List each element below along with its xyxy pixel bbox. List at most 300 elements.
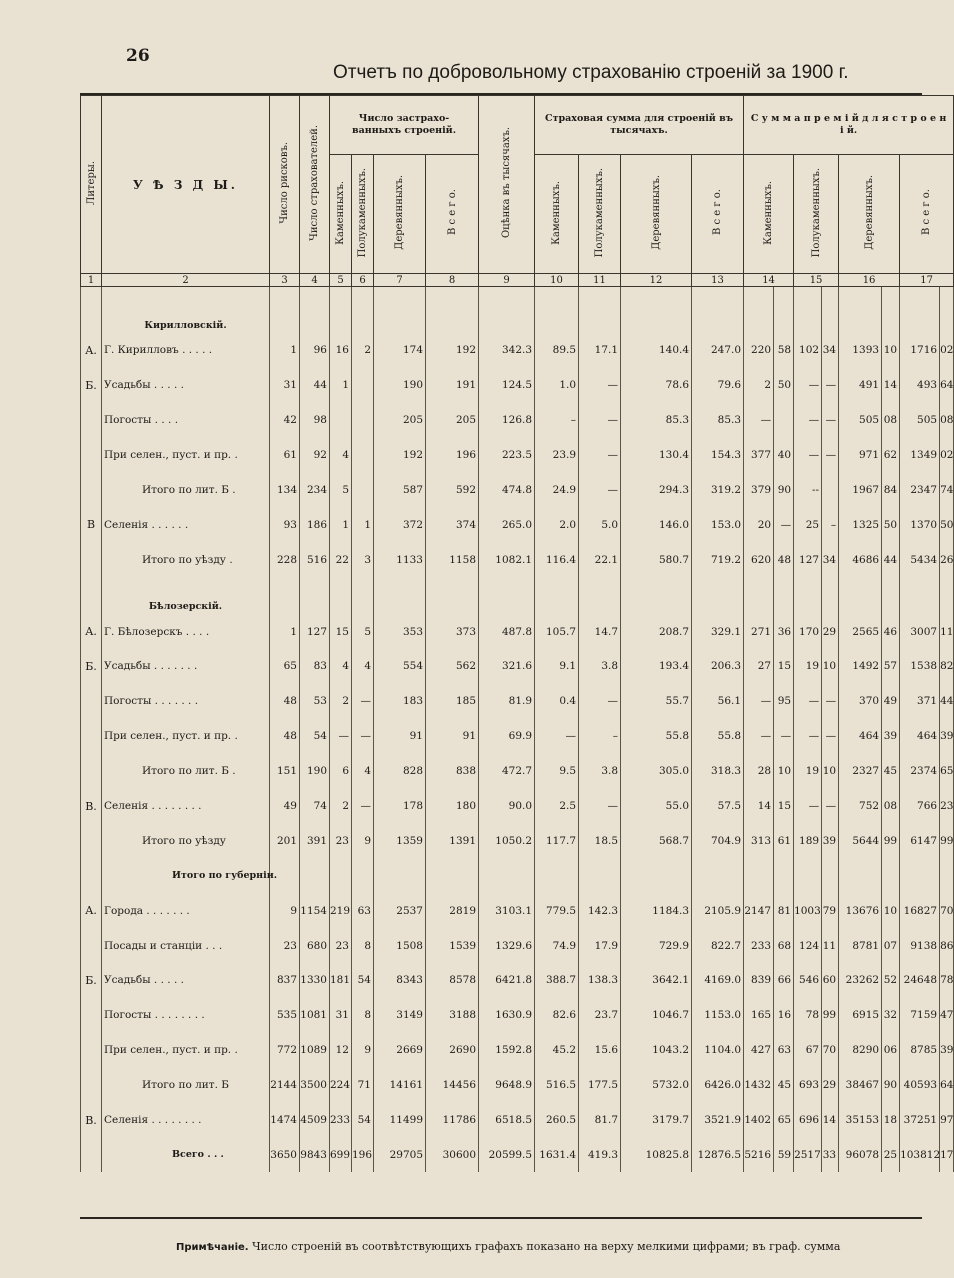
row-litera	[81, 1033, 102, 1068]
cell-value: 23	[940, 789, 954, 824]
cell-value: 178	[374, 789, 426, 824]
col-head-kamennykh: Каменныхъ.	[330, 155, 352, 274]
cell-value: 102	[794, 333, 822, 368]
cell-value: 28	[744, 754, 774, 789]
cell-value: 19	[794, 649, 822, 684]
footnote	[176, 1240, 840, 1253]
cell-value: 14161	[374, 1068, 426, 1103]
cell-value: 02	[940, 438, 954, 473]
cell-value: 2327	[839, 754, 882, 789]
row-litera	[81, 287, 102, 334]
cell-value: 580.7	[621, 542, 692, 577]
cell-value: 138.3	[579, 963, 621, 998]
cell-value: 186	[300, 507, 330, 542]
cell-value: 96	[300, 333, 330, 368]
cell-value	[692, 577, 744, 614]
cell-value: 74	[300, 789, 330, 824]
cell-value: 61	[270, 438, 300, 473]
cell-value: –	[822, 507, 839, 542]
cell-value: 1.0	[535, 368, 579, 403]
cell-value: 208.7	[621, 614, 692, 649]
col-head-strakhovatelei: Число страхователей.	[300, 96, 330, 274]
cell-value: 6915	[839, 998, 882, 1033]
cell-value: 16	[330, 333, 352, 368]
col-head-uezdy: У Ѣ З Д Ы.	[102, 96, 270, 274]
cell-value: 3179.7	[621, 1103, 692, 1138]
cell-value	[839, 577, 882, 614]
cell-value	[535, 287, 579, 334]
cell-value: 183	[374, 684, 426, 719]
cell-value: 568.7	[621, 823, 692, 858]
cell-value: 1432	[744, 1068, 774, 1103]
report-table-frame	[80, 93, 954, 1219]
cell-value: 13676	[839, 893, 882, 928]
cell-value: 32	[882, 998, 900, 1033]
cell-value: 1630.9	[479, 998, 535, 1033]
col-number: 9	[479, 274, 535, 287]
cell-value: 505	[900, 403, 940, 438]
cell-value	[300, 858, 330, 893]
report-table	[80, 95, 954, 1172]
cell-value: 3.8	[579, 754, 621, 789]
cell-value	[535, 577, 579, 614]
cell-value: 1508	[374, 928, 426, 963]
cell-value: 838	[426, 754, 479, 789]
cell-value: 6421.8	[479, 963, 535, 998]
page-number: 26	[126, 46, 150, 66]
cell-value: 1081	[300, 998, 330, 1033]
cell-value: 154.3	[692, 438, 744, 473]
cell-value: 25	[794, 507, 822, 542]
cell-value: 1158	[426, 542, 479, 577]
cell-value: 85.3	[621, 403, 692, 438]
cell-value: 313	[744, 823, 774, 858]
cell-value: 50	[940, 507, 954, 542]
row-label: Погосты . . . . . . . .	[102, 998, 270, 1033]
cell-value: 45	[882, 754, 900, 789]
cell-value: 696	[794, 1103, 822, 1138]
cell-value: 1104.0	[692, 1033, 744, 1068]
cell-value: 8785	[900, 1033, 940, 1068]
cell-value	[794, 577, 822, 614]
cell-value: 78	[794, 998, 822, 1033]
cell-value: 247.0	[692, 333, 744, 368]
cell-value: 1391	[426, 823, 479, 858]
cell-value: 31	[270, 368, 300, 403]
cell-value	[692, 858, 744, 893]
cell-value: 10825.8	[621, 1137, 692, 1172]
cell-value: 193.4	[621, 649, 692, 684]
cell-value	[352, 858, 374, 893]
cell-value: 828	[374, 754, 426, 789]
table-body	[81, 287, 954, 1173]
cell-value: 2690	[426, 1033, 479, 1068]
cell-value: 58	[774, 333, 794, 368]
cell-value: 103812	[900, 1137, 940, 1172]
cell-value	[330, 403, 352, 438]
cell-value	[426, 577, 479, 614]
cell-value: –	[535, 403, 579, 438]
cell-value: 3500	[300, 1068, 330, 1103]
cell-value: 2105.9	[692, 893, 744, 928]
cell-value: 15.6	[579, 1033, 621, 1068]
row-label: Г. Бѣлозерскъ . . . .	[102, 614, 270, 649]
row-litera: А.	[81, 893, 102, 928]
cell-value: 319.2	[692, 473, 744, 508]
cell-value: 305.0	[621, 754, 692, 789]
cell-value: 1370	[900, 507, 940, 542]
cell-value	[352, 438, 374, 473]
cell-value	[744, 287, 774, 334]
cell-value: 1	[330, 368, 352, 403]
cell-value: 234	[300, 473, 330, 508]
cell-value	[621, 858, 692, 893]
cell-value: —	[822, 368, 839, 403]
cell-value: 79	[822, 893, 839, 928]
cell-value: 370	[839, 684, 882, 719]
cell-value	[374, 577, 426, 614]
cell-value: —	[822, 684, 839, 719]
cell-value: 191	[426, 368, 479, 403]
cell-value: 839	[744, 963, 774, 998]
cell-value: 190	[300, 754, 330, 789]
cell-value: 82	[940, 649, 954, 684]
row-litera	[81, 1137, 102, 1172]
cell-value: 37251	[900, 1103, 940, 1138]
cell-value: 48	[270, 684, 300, 719]
cell-value: 1592.8	[479, 1033, 535, 1068]
row-litera	[81, 684, 102, 719]
cell-value: 55.8	[692, 719, 744, 754]
cell-value: 321.6	[479, 649, 535, 684]
cell-value: 55.7	[621, 684, 692, 719]
cell-value: 17.9	[579, 928, 621, 963]
cell-value: 2819	[426, 893, 479, 928]
cell-value: 174	[374, 333, 426, 368]
cell-value: 15	[330, 614, 352, 649]
cell-value: 44	[882, 542, 900, 577]
cell-value: 554	[374, 649, 426, 684]
table-row	[81, 438, 954, 473]
cell-value: —	[794, 719, 822, 754]
cell-value: —	[579, 473, 621, 508]
row-label: Всего . . .	[102, 1137, 270, 1172]
cell-value: 587	[374, 473, 426, 508]
cell-value: 70	[940, 893, 954, 928]
cell-value: 9.5	[535, 754, 579, 789]
cell-value: 08	[882, 403, 900, 438]
cell-value: 25	[882, 1137, 900, 1172]
cell-value: 1133	[374, 542, 426, 577]
cell-value: 39	[940, 1033, 954, 1068]
cell-value: 6147	[900, 823, 940, 858]
cell-value: 39	[822, 823, 839, 858]
cell-value: 729.9	[621, 928, 692, 963]
cell-value: 177.5	[579, 1068, 621, 1103]
cell-value: 1492	[839, 649, 882, 684]
cell-value: 2	[744, 368, 774, 403]
cell-value: —	[822, 789, 839, 824]
cell-value: 4	[352, 754, 374, 789]
cell-value: 35153	[839, 1103, 882, 1138]
cell-value: 1393	[839, 333, 882, 368]
cell-value: 1082.1	[479, 542, 535, 577]
cell-value: 9138	[900, 928, 940, 963]
cell-value: 192	[374, 438, 426, 473]
cell-value: 9	[352, 823, 374, 858]
cell-value: 14456	[426, 1068, 479, 1103]
table-row	[81, 719, 954, 754]
cell-value: 16	[774, 998, 794, 1033]
cell-value: 6	[330, 754, 352, 789]
cell-value: 124	[794, 928, 822, 963]
row-label: Г. Кирилловъ . . . . .	[102, 333, 270, 368]
col-head-summa-derevyannykh: Деревянныхъ.	[621, 155, 692, 274]
row-label: При селен., пуст. и пр. .	[102, 1033, 270, 1068]
table-row	[81, 684, 954, 719]
cell-value	[882, 577, 900, 614]
cell-value: 3650	[270, 1137, 300, 1172]
cell-value: —	[744, 719, 774, 754]
cell-value	[330, 577, 352, 614]
cell-value: —	[579, 368, 621, 403]
cell-value: 9	[270, 893, 300, 928]
cell-value: 505	[839, 403, 882, 438]
cell-value: 165	[744, 998, 774, 1033]
row-label: При селен., пуст. и пр. .	[102, 438, 270, 473]
cell-value: —	[822, 403, 839, 438]
cell-value: 55.8	[621, 719, 692, 754]
col-head-vsego: В с е г о.	[426, 155, 479, 274]
col-head-premii-vsego: В с е г о.	[900, 155, 954, 274]
table-row	[81, 928, 954, 963]
cell-value: —	[579, 684, 621, 719]
cell-value: 23	[270, 928, 300, 963]
cell-value	[579, 858, 621, 893]
cell-value: 90	[774, 473, 794, 508]
page-title: Отчетъ по добровольному страхованію строеній за 1900 г.	[333, 62, 849, 83]
cell-value: 6426.0	[692, 1068, 744, 1103]
cell-value: 3007	[900, 614, 940, 649]
cell-value: 20599.5	[479, 1137, 535, 1172]
cell-value: 4	[352, 649, 374, 684]
table-row	[81, 577, 954, 614]
cell-value: 11499	[374, 1103, 426, 1138]
row-label: Итого по уѣзду	[102, 823, 270, 858]
cell-value: 5	[330, 473, 352, 508]
cell-value: 1	[270, 333, 300, 368]
cell-value	[352, 368, 374, 403]
cell-value: 11786	[426, 1103, 479, 1138]
cell-value: —	[579, 403, 621, 438]
row-litera: В.	[81, 1103, 102, 1138]
cell-value: 63	[774, 1033, 794, 1068]
cell-value: 142.3	[579, 893, 621, 928]
cell-value: 9.1	[535, 649, 579, 684]
cell-value: 2.5	[535, 789, 579, 824]
cell-value: 61	[774, 823, 794, 858]
cell-value: 55.0	[621, 789, 692, 824]
cell-value: 33	[822, 1137, 839, 1172]
cell-value: 464	[839, 719, 882, 754]
cell-value: 220	[744, 333, 774, 368]
cell-value: 5.0	[579, 507, 621, 542]
row-label: Посады и станціи . . .	[102, 928, 270, 963]
cell-value: —	[794, 403, 822, 438]
cell-value: 3521.9	[692, 1103, 744, 1138]
table-row	[81, 1137, 954, 1172]
cell-value: 592	[426, 473, 479, 508]
cell-value: 9	[352, 1033, 374, 1068]
cell-value	[692, 287, 744, 334]
cell-value	[479, 858, 535, 893]
cell-value: —	[794, 438, 822, 473]
table-row	[81, 754, 954, 789]
cell-value	[822, 577, 839, 614]
cell-value: 371	[900, 684, 940, 719]
cell-value: 3188	[426, 998, 479, 1033]
cell-value: 2537	[374, 893, 426, 928]
cell-value	[270, 287, 300, 334]
cell-value: 11	[940, 614, 954, 649]
row-litera: А.	[81, 333, 102, 368]
cell-value: 201	[270, 823, 300, 858]
cell-value: 07	[882, 928, 900, 963]
cell-value: 2.0	[535, 507, 579, 542]
cell-value: 127	[794, 542, 822, 577]
cell-value: 4169.0	[692, 963, 744, 998]
cell-value: 779.5	[535, 893, 579, 928]
cell-value: 8	[352, 928, 374, 963]
col-number: 4	[300, 274, 330, 287]
row-label: Итого по уѣзду .	[102, 542, 270, 577]
cell-value	[794, 287, 822, 334]
cell-value: 1330	[300, 963, 330, 998]
cell-value: 20	[744, 507, 774, 542]
col-head-premii-derevyannykh: Деревянныхъ.	[839, 155, 900, 274]
table-row	[81, 507, 954, 542]
cell-value: 79.6	[692, 368, 744, 403]
cell-value: 3642.1	[621, 963, 692, 998]
cell-value: 84	[882, 473, 900, 508]
cell-value: 9648.9	[479, 1068, 535, 1103]
cell-value: 54	[300, 719, 330, 754]
cell-value	[374, 858, 426, 893]
cell-value: 49	[882, 684, 900, 719]
cell-value: 265.0	[479, 507, 535, 542]
cell-value: 181	[330, 963, 352, 998]
cell-value: 36	[774, 614, 794, 649]
cell-value: 2347	[900, 473, 940, 508]
cell-value: 65	[940, 754, 954, 789]
cell-value: —	[352, 684, 374, 719]
row-label: Погосты . . . .	[102, 403, 270, 438]
cell-value: 1153.0	[692, 998, 744, 1033]
cell-value: 22.1	[579, 542, 621, 577]
row-litera: Б.	[81, 368, 102, 403]
cell-value: 1474	[270, 1103, 300, 1138]
cell-value: 146.0	[621, 507, 692, 542]
row-litera: В.	[81, 789, 102, 824]
cell-value: 85.3	[692, 403, 744, 438]
cell-value	[940, 577, 954, 614]
cell-value: 1329.6	[479, 928, 535, 963]
cell-value: 2565	[839, 614, 882, 649]
cell-value	[774, 577, 794, 614]
cell-value: 1	[270, 614, 300, 649]
cell-value: 1967	[839, 473, 882, 508]
cell-value: —	[822, 719, 839, 754]
cell-value: —	[579, 438, 621, 473]
cell-value: 59	[774, 1137, 794, 1172]
cell-value: 8290	[839, 1033, 882, 1068]
group-head-summa: Страховая сумма для строеній въ тысячахъ.	[535, 96, 744, 155]
footnote-text: Число строеній въ соотвѣтствующихъ графахъ показано на верху мелкими цифрами; въ граф. сумма	[248, 1240, 841, 1253]
cell-value: 24648	[900, 963, 940, 998]
col-number: 5	[330, 274, 352, 287]
cell-value: 2374	[900, 754, 940, 789]
cell-value: 90.0	[479, 789, 535, 824]
col-head-premii-polukamennykh: Полукаменныхъ.	[794, 155, 839, 274]
col-number: 6	[352, 274, 374, 287]
cell-value	[900, 287, 940, 334]
row-label: Погосты . . . . . . .	[102, 684, 270, 719]
table-row	[81, 1033, 954, 1068]
cell-value: 472.7	[479, 754, 535, 789]
cell-value: 62	[882, 438, 900, 473]
cell-value: 39	[940, 719, 954, 754]
cell-value: 190	[374, 368, 426, 403]
cell-value: 1046.7	[621, 998, 692, 1033]
row-label: Усадьбы . . . . .	[102, 368, 270, 403]
cell-value: 8	[352, 998, 374, 1033]
cell-value: —	[579, 789, 621, 824]
cell-value: 2147	[744, 893, 774, 928]
cell-value	[882, 287, 900, 334]
cell-value: 23.7	[579, 998, 621, 1033]
cell-value: 1050.2	[479, 823, 535, 858]
cell-value: —	[794, 368, 822, 403]
col-head-riskov: Число рисковъ.	[270, 96, 300, 274]
row-label: Селенія . . . . . .	[102, 507, 270, 542]
row-litera	[81, 577, 102, 614]
cell-value: 2669	[374, 1033, 426, 1068]
row-litera	[81, 438, 102, 473]
cell-value: 1184.3	[621, 893, 692, 928]
row-litera: В	[81, 507, 102, 542]
cell-value: 8578	[426, 963, 479, 998]
cell-value: 82.6	[535, 998, 579, 1033]
cell-value: 971	[839, 438, 882, 473]
cell-value	[744, 577, 774, 614]
cell-value: 4	[330, 438, 352, 473]
table-row	[81, 649, 954, 684]
cell-value: 117.7	[535, 823, 579, 858]
row-litera	[81, 823, 102, 858]
cell-value: 99	[882, 823, 900, 858]
cell-value: 153.0	[692, 507, 744, 542]
cell-value: 14	[822, 1103, 839, 1138]
cell-value	[426, 858, 479, 893]
cell-value	[579, 287, 621, 334]
cell-value: 12876.5	[692, 1137, 744, 1172]
cell-value: 23	[330, 823, 352, 858]
cell-value: 233	[330, 1103, 352, 1138]
cell-value: 837	[270, 963, 300, 998]
cell-value: 78.6	[621, 368, 692, 403]
cell-value	[621, 577, 692, 614]
cell-value: 65	[774, 1103, 794, 1138]
